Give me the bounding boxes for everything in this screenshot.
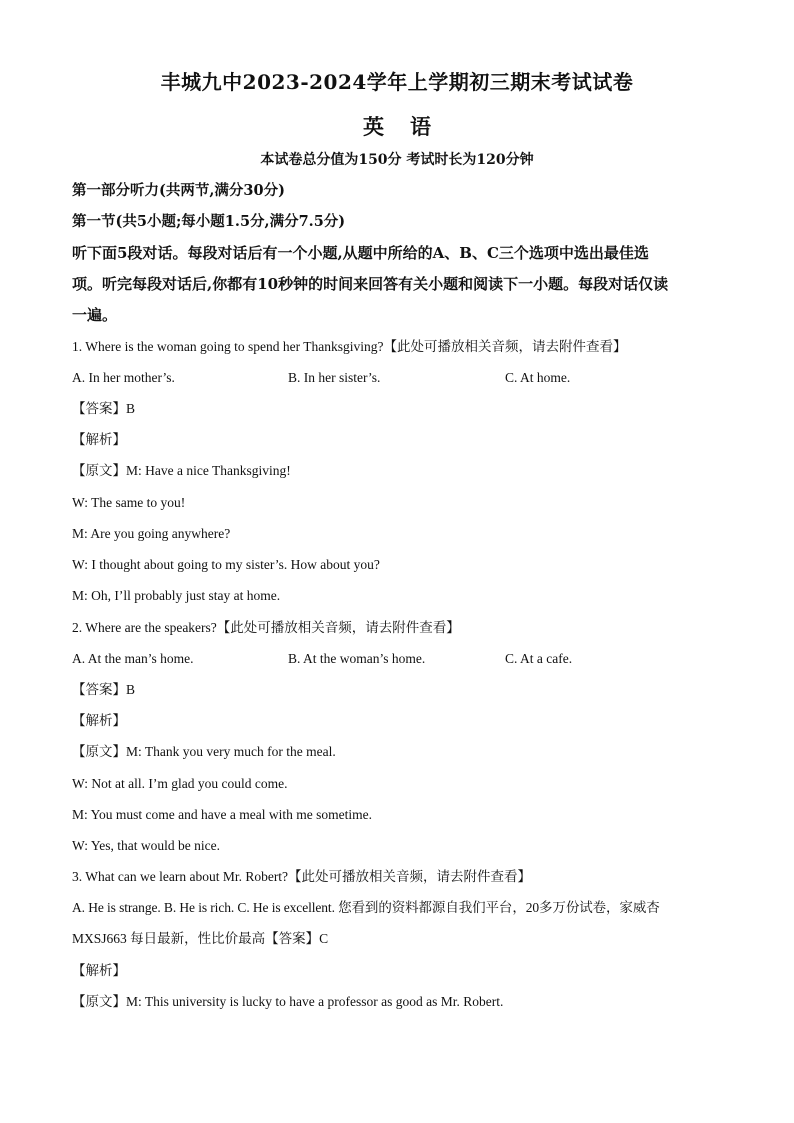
question-2-script-4: W: Yes, that would be nice. [72,838,220,853]
question-1-analysis: 【解析】 [72,432,126,447]
subsection-heading: 第一节(共5小题;每小题1.5分,满分7.5分) [72,213,346,230]
question-1-script-4: W: I thought about going to my sister’s. How about you? [72,557,380,572]
question-3-options-line: A. He is strange. B. He is rich. C. He is excellent. 您看到的资料都源自我们平台，20多万份试卷，家威杏 [72,900,660,915]
question-2-analysis: 【解析】 [72,713,126,728]
question-3-stem: 3. What can we learn about Mr. Robert?【此处可播放相关音频，请去附件查看】 [72,869,532,884]
question-1-option-b: B. In her sister’s. [288,370,381,385]
question-3-script-1: 【原文】M: This university is lucky to have a professor as good as Mr. Robert. [72,994,504,1009]
instruction-line-1: 听下面5段对话。每段对话后有一个小题,从题中所给的A、B、C三个选项中选出最佳选 [72,244,649,262]
question-2-script-1: 【原文】M: Thank you very much for the meal. [72,744,336,759]
subject-title: 英语 [363,114,457,139]
exam-info: 本试卷总分值为150分 考试时长为120分钟 [260,152,534,168]
question-2-option-b: B. At the woman’s home. [288,651,426,666]
question-1-script-2: W: The same to you! [72,495,186,510]
question-2-option-a: A. At the man’s home. [72,651,194,666]
instruction-line-2: 项。听完每段对话后,你都有10秒钟的时间来回答有关小题和阅读下一小题。每段对话仅读 [72,275,669,293]
question-1-script-3: M: Are you going anywhere? [72,526,231,541]
question-2-script-2: W: Not at all. I’m glad you could come. [72,776,288,791]
question-1-script-1: 【原文】M: Have a nice Thanksgiving! [72,463,291,478]
question-2-answer: 【答案】B [72,682,136,697]
instruction-line-3: 一遍。 [72,306,118,324]
question-2-option-c: C. At a cafe. [505,651,573,666]
question-1-option-c: C. At home. [505,370,571,385]
question-3-analysis: 【解析】 [72,963,126,978]
question-1-answer: 【答案】B [72,401,136,416]
question-1-script-5: M: Oh, I’ll probably just stay at home. [72,588,281,603]
part-heading: 第一部分听力(共两节,满分30分) [72,182,285,199]
question-1-stem: 1. Where is the woman going to spend her Thanksgiving?【此处可播放相关音频，请去附件查看】 [72,339,627,354]
question-3-answer-line: MXSJ663 每日最新，性比价最高【答案】C [72,931,329,946]
question-2-stem: 2. Where are the speakers?【此处可播放相关音频，请去附件查看】 [72,620,460,635]
exam-title: 丰城九中2023-2024学年上学期初三期末考试试卷 [160,70,634,94]
question-1-option-a: A. In her mother’s. [72,370,175,385]
question-2-script-3: M: You must come and have a meal with me sometime. [72,807,372,822]
